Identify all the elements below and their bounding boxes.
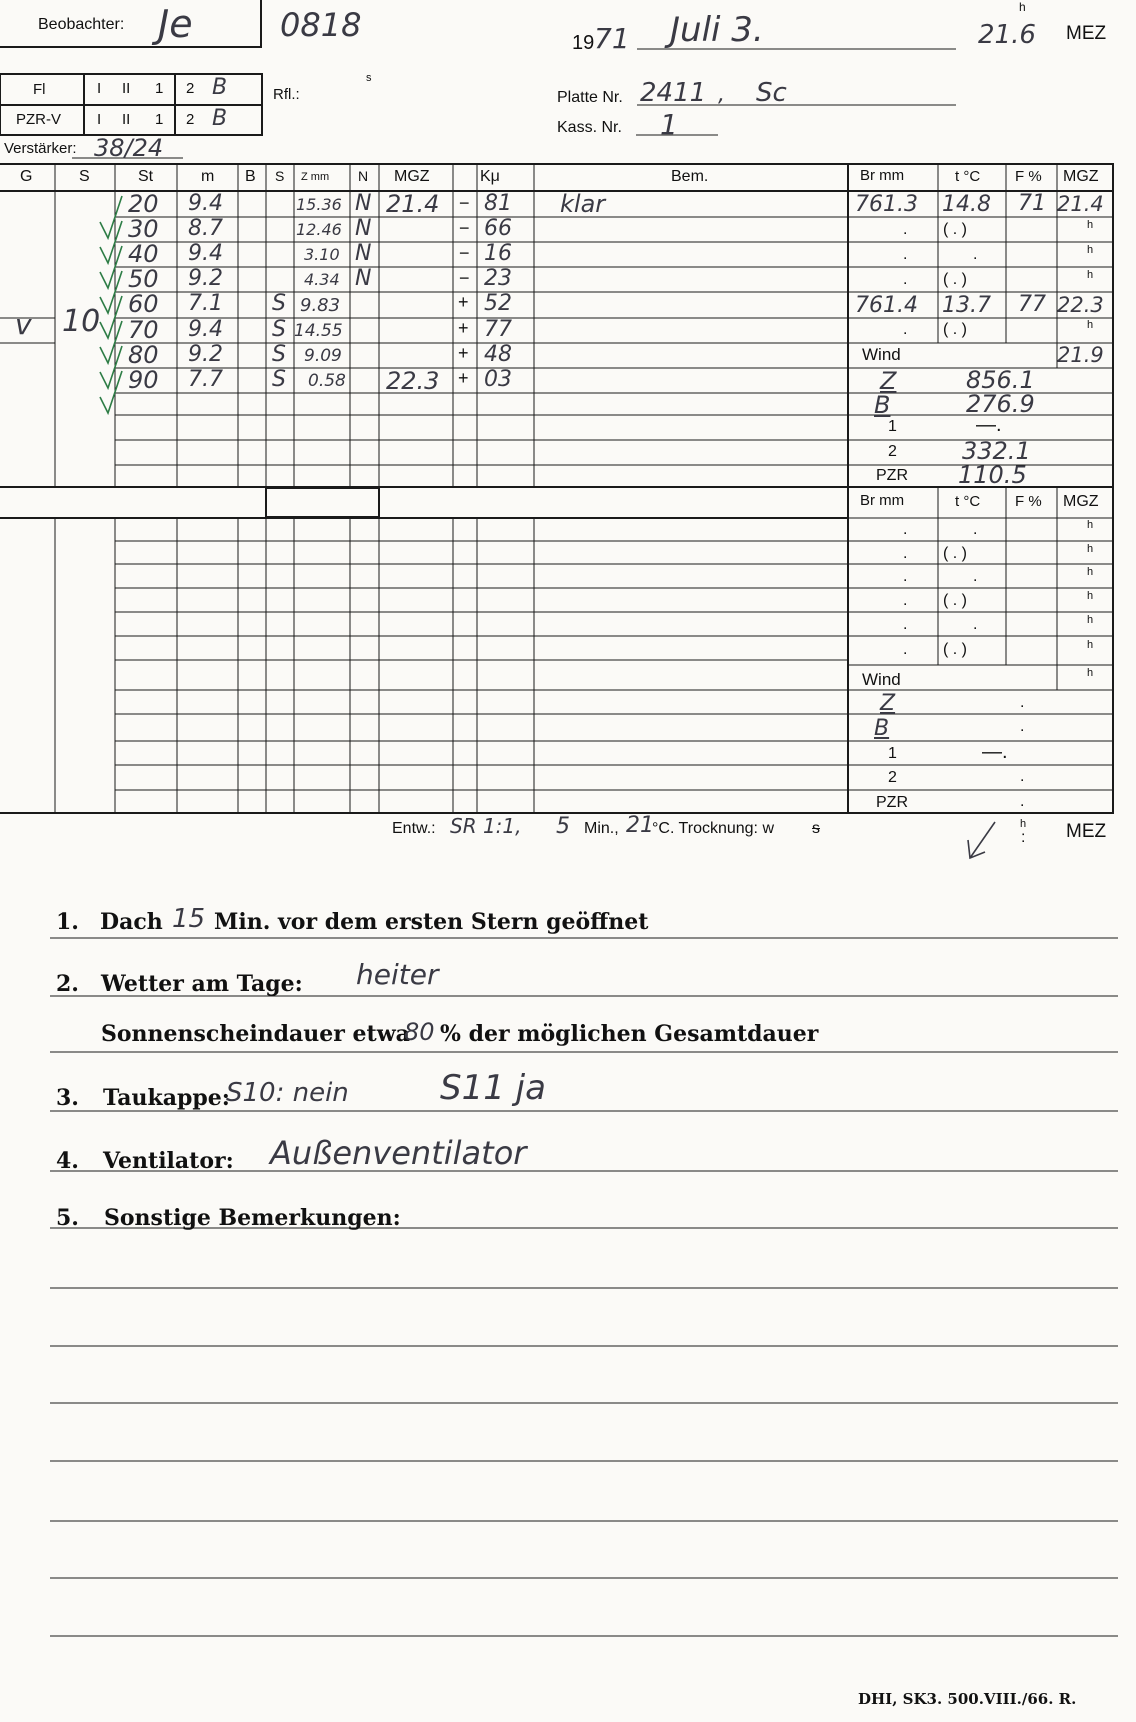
side1-head-mgz: MGZ [1063,168,1099,185]
side2-mgz: h [1087,590,1094,602]
row-sign: − [459,243,470,263]
side1-head-br: Br mm [860,167,905,184]
row-k: 81 [484,191,512,216]
side1-mgz: 22.3 [1057,293,1104,317]
row-z: 9.83 [300,295,341,316]
row-sign: − [459,218,470,238]
row-m: 9.4 [188,191,223,216]
side1-br: 761.3 [855,192,918,217]
side1-br: 761.4 [855,293,918,318]
side1-mgz: h [1087,244,1094,256]
row-k: 16 [484,241,512,266]
row-n: N [355,216,372,241]
group-10: 10 [62,304,101,339]
col-mgz: MGZ [394,168,430,185]
side1-f: 71 [1018,191,1046,216]
group-v: v [15,308,32,341]
platte-comma: , [718,82,725,107]
row-sign: + [458,343,469,363]
side1-t: ( . ) [943,221,967,238]
note4-value: Außenventilator [270,1134,527,1172]
row-sign: + [458,318,469,338]
side1-f: 77 [1018,292,1046,317]
side1-mgz: h [1087,219,1094,231]
side2-t: ( . ) [943,641,967,658]
footer-code: DHI, SK3. 500.VIII./66. R. [858,1690,1077,1708]
entw-temp-label: °C. Trocknung: w [652,820,774,837]
note3-label: Taukappe: [103,1085,230,1111]
row-m: 7.7 [188,367,223,392]
col-b: B [245,168,256,185]
side1-t: ( . ) [943,321,967,338]
row-st: 80 [128,341,159,369]
note2-label: Wetter am Tage: [101,971,303,997]
col-k: Kμ [480,168,500,185]
side2-br: . [903,592,908,609]
side1-wind-value: 21.9 [1057,343,1104,367]
platte-label: Platte Nr. [557,89,623,106]
row-st: 70 [128,316,159,344]
row-m: 9.4 [188,317,223,342]
year-suffix: 71 [594,22,630,55]
side1-t: 14.8 [942,192,991,217]
side2-1-value: —. [982,741,1008,763]
side1-z-value: 856.1 [966,366,1035,394]
row-m: 9.4 [188,241,223,266]
row-m: 8.7 [188,216,223,241]
side1-b-value: 276.9 [966,390,1035,418]
fl-two: 2 [186,80,195,97]
fl-roman-1: I [97,80,102,97]
sun-b: % der möglichen Gesamtdauer [440,1021,819,1047]
row-n: N [355,266,372,291]
side1-mgz: 21.4 [1057,192,1104,216]
side2-pzr-value: . [1020,793,1025,810]
fl-roman-2: II [122,80,131,97]
note2-value: heiter [356,958,439,991]
time-h-mark: h [1019,0,1026,14]
side2-footer-colon: : [1021,829,1026,846]
row-z: 4.34 [304,270,340,289]
handwritten-arrow [968,822,995,858]
entw-sr: SR 1:1, [450,814,522,838]
s-mark: s [366,72,372,84]
row-sign: − [459,268,470,288]
side2-br: . [903,641,908,658]
kass-value: 1 [660,108,678,141]
beobachter-value: Je [158,2,193,46]
beobachter-label: Beobachter: [38,16,125,33]
row-s: S [272,291,286,316]
kass-label: Kass. Nr. [557,119,622,136]
sun-value: 80 [404,1018,435,1046]
side2-wind-label: Wind [862,670,901,689]
side2-z-value: . [1020,694,1025,711]
col-bem: Bem. [671,168,709,185]
row-st: 60 [128,290,159,318]
side1-br: . [903,246,908,263]
row-n: N [355,241,372,266]
fl-label: Fl [33,81,46,98]
entw-label: Entw.: [392,820,436,837]
row-k: 52 [484,291,512,316]
row-st: 30 [128,215,159,243]
row-z: 3.10 [304,245,340,264]
side1-t: ( . ) [943,271,967,288]
row-k: 77 [484,317,512,342]
side2-head-br: Br mm [860,492,905,509]
side1-t: 13.7 [942,293,991,318]
row-s: S [272,317,286,342]
entw-temp-value: 21 [626,813,654,838]
note2-num: 2. [56,971,79,997]
col-s2: S [275,168,285,184]
side2-1-label: 1 [888,745,897,762]
note5-label: Sonstige Bemerkungen: [104,1205,401,1231]
col-n: N [358,168,369,184]
side1-mgz: h [1087,319,1094,331]
note5-num: 5. [56,1205,79,1231]
verstarker-value: 38/24 [94,134,164,162]
side2-mgz: h [1087,614,1094,626]
row-z: 12.46 [296,220,342,239]
side2-mgz: h [1087,639,1094,651]
row-k: 48 [484,342,512,367]
row-m: 9.2 [188,342,223,367]
note1-num: 1. [56,909,79,935]
row-m: 9.2 [188,266,223,291]
pzr-roman-1: I [97,111,102,128]
col-z-mm: Z mm [301,171,330,183]
row-z: 14.55 [294,321,343,341]
entw-min-value: 5 [556,814,570,839]
side2-t: . [973,616,978,633]
row-n: N [355,191,372,216]
row-mgz: 22.3 [386,367,440,395]
year-prefix: 19 [572,32,595,54]
pzr-label: PZR-V [16,111,61,128]
entw-min-label: Min., [584,820,619,837]
row-z: 9.09 [304,346,342,366]
form-number: 0818 [280,6,362,44]
row-s: S [272,342,286,367]
pzr-one: 1 [155,111,164,128]
side2-br: . [903,616,908,633]
pzr-b-value: B [212,106,228,131]
side1-head-f: F % [1015,168,1042,185]
col-s: S [79,168,90,185]
side2-wind-value: h [1087,667,1094,679]
row-bem: klar [560,190,606,218]
side2-2-value: . [1020,768,1025,785]
note1-value: 15 [172,904,206,934]
row-sign: + [458,292,469,312]
row-st: 50 [128,265,159,293]
row-st: 90 [128,366,159,394]
platte-extra: Sc [756,78,787,108]
row-k: 03 [484,367,512,392]
side2-pzr-label: PZR [876,794,908,811]
rfl-label: Rfl.: [273,86,300,103]
side2-mgz: h [1087,543,1094,555]
row-sign: − [459,193,470,213]
side1-pzr-label: PZR [876,467,908,484]
note3-num: 3. [56,1085,79,1111]
platte-value: 2411 [640,78,707,108]
col-m: m [201,168,215,185]
side2-footer-mez: MEZ [1066,821,1107,842]
side2-z-label: Z [880,691,896,716]
mez-label: MEZ [1066,23,1107,44]
pzr-roman-2: II [122,111,131,128]
side2-mgz: h [1087,519,1094,531]
side1-1-label: 1 [888,418,897,435]
row-st: 20 [128,190,159,218]
time-value: 21.6 [978,20,1036,50]
fl-one: 1 [155,80,164,97]
side1-wind-label: Wind [862,345,901,364]
side1-br: . [903,221,908,238]
check-marks [100,196,122,413]
note4-label: Ventilator: [103,1148,234,1174]
col-g: G [20,168,33,185]
side1-1-value: —. [976,414,1002,436]
side2-2-label: 2 [888,769,897,786]
note1-a: Dach [100,909,163,935]
side2-footer-h: h [1020,818,1027,830]
note3-value-a: S10: nein [226,1078,349,1108]
side2-b-value: . [1020,718,1025,735]
row-sign: + [458,368,469,388]
side1-br: . [903,271,908,288]
side2-t: ( . ) [943,545,967,562]
row-mgz: 21.4 [386,190,440,218]
side2-mgz: h [1087,566,1094,578]
side1-2-label: 2 [888,443,897,460]
side1-t: . [973,246,978,263]
note1-b: Min. vor dem ersten Stern geöffnet [214,909,649,935]
entw-s-strike: s [812,820,820,837]
side2-t: . [973,568,978,585]
row-k: 23 [484,266,512,291]
row-s: S [272,367,286,392]
side1-pzr-value: 110.5 [958,461,1027,489]
row-z: 0.58 [308,371,346,391]
row-k: 66 [484,216,512,241]
side2-b-label: B [874,716,890,741]
side2-br: . [903,521,908,538]
side2-t: ( . ) [943,592,967,609]
side1-head-t: t °C [955,168,981,185]
side1-2-value: 332.1 [962,437,1031,465]
row-m: 7.1 [188,291,223,316]
side1-b-label: B [874,391,891,419]
side2-head-f: F % [1015,493,1042,510]
pzr-two: 2 [186,111,195,128]
side2-head-mgz: MGZ [1063,493,1099,510]
row-z: 15.36 [296,195,342,214]
col-st: St [138,168,154,185]
row-st: 40 [128,240,159,268]
side2-t: . [973,521,978,538]
note3-value-b: S11 ja [440,1068,546,1108]
fl-b-value: B [212,75,228,100]
side1-br: . [903,321,908,338]
side1-z-label: Z [880,367,897,395]
side2-br: . [903,545,908,562]
side1-mgz: h [1087,269,1094,281]
side2-head-t: t °C [955,493,981,510]
sun-a: Sonnenscheindauer etwa [101,1021,410,1047]
date-value: Juli 3. [670,10,764,50]
verstarker-label: Verstärker: [4,140,77,157]
side2-br: . [903,568,908,585]
note4-num: 4. [56,1148,79,1174]
